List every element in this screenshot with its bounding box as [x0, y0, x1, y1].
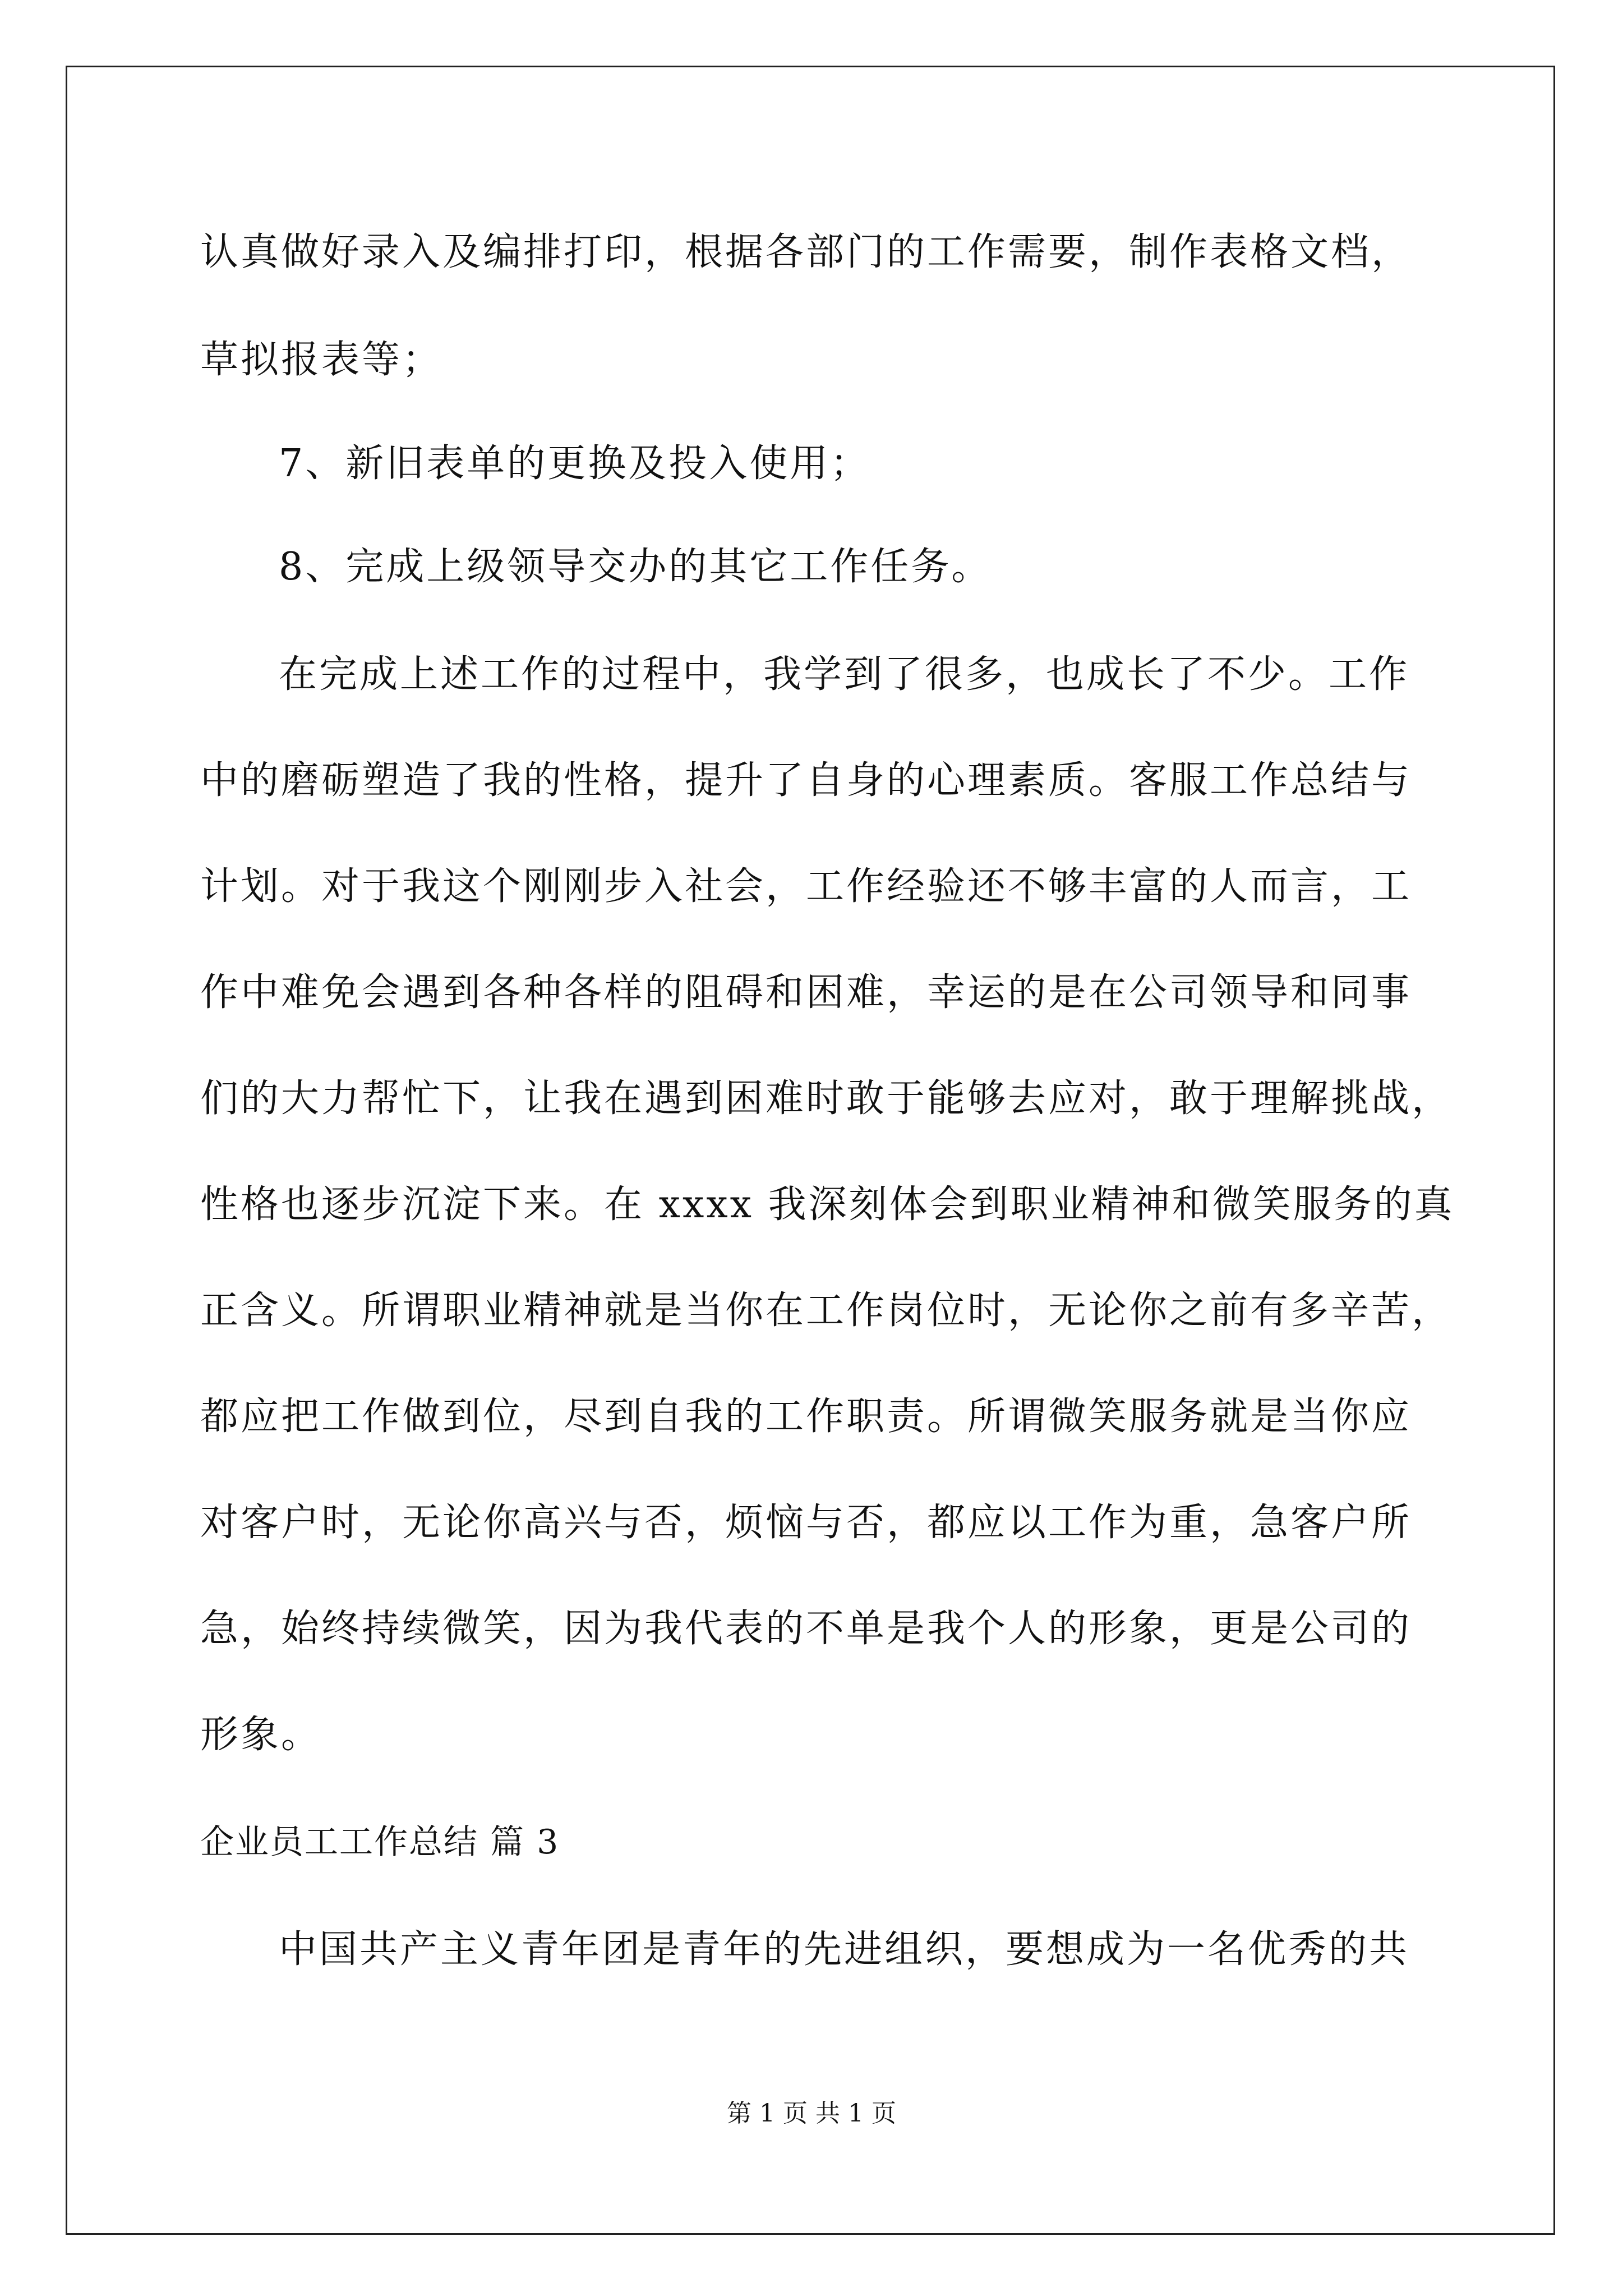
- paragraph-first-line: 在完成上述工作的过程中，我学到了很多，也成长了不少。工作: [279, 652, 1410, 697]
- body-text-line: 作中难免会遇到各种各样的阻碍和困难，幸运的是在公司领导和同事: [200, 970, 1412, 1015]
- list-item-7: 7、新旧表单的更换及投入使用；: [279, 441, 871, 486]
- body-text-line: 计划。对于我这个刚刚步入社会，工作经验还不够丰富的人而言，工: [200, 864, 1412, 909]
- body-text-line: 都应把工作做到位，尽到自我的工作职责。所谓微笑服务就是当你应: [200, 1395, 1412, 1439]
- body-text-line: 草拟报表等；: [200, 338, 443, 382]
- list-item-8: 8、完成上级领导交办的其它工作任务。: [279, 545, 992, 589]
- paragraph-first-line: 中国共产主义青年团是青年的先进组织，要想成为一名优秀的共: [279, 1927, 1410, 1972]
- page-border: [66, 66, 1555, 2235]
- body-text-line: 中的磨砺塑造了我的性格，提升了自身的心理素质。客服工作总结与: [200, 758, 1412, 803]
- body-text-line: 正含义。所谓职业精神就是当你在工作岗位时，无论你之前有多辛苦，: [200, 1289, 1453, 1333]
- page-footer: 第 1 页 共 1 页: [727, 2099, 896, 2128]
- body-text-line: 急，始终持续微笑，因为我代表的不单是我个人的形象，更是公司的: [200, 1607, 1412, 1651]
- body-text-line: 们的大力帮忙下，让我在遇到困难时敢于能够去应对，敢于理解挑战，: [200, 1076, 1453, 1121]
- body-text-line: 性格也逐步沉淀下来。在 xxxx 我深刻体会到职业精神和微笑服务的真: [200, 1182, 1455, 1227]
- body-text-line: 形象。: [200, 1713, 322, 1757]
- section-heading: 企业员工工作总结 篇 3: [200, 1823, 560, 1862]
- body-text-line: 对客户时，无论你高兴与否，烦恼与否，都应以工作为重，急客户所: [200, 1501, 1412, 1545]
- body-text-line: 认真做好录入及编排打印，根据各部门的工作需要，制作表格文档，: [200, 230, 1412, 274]
